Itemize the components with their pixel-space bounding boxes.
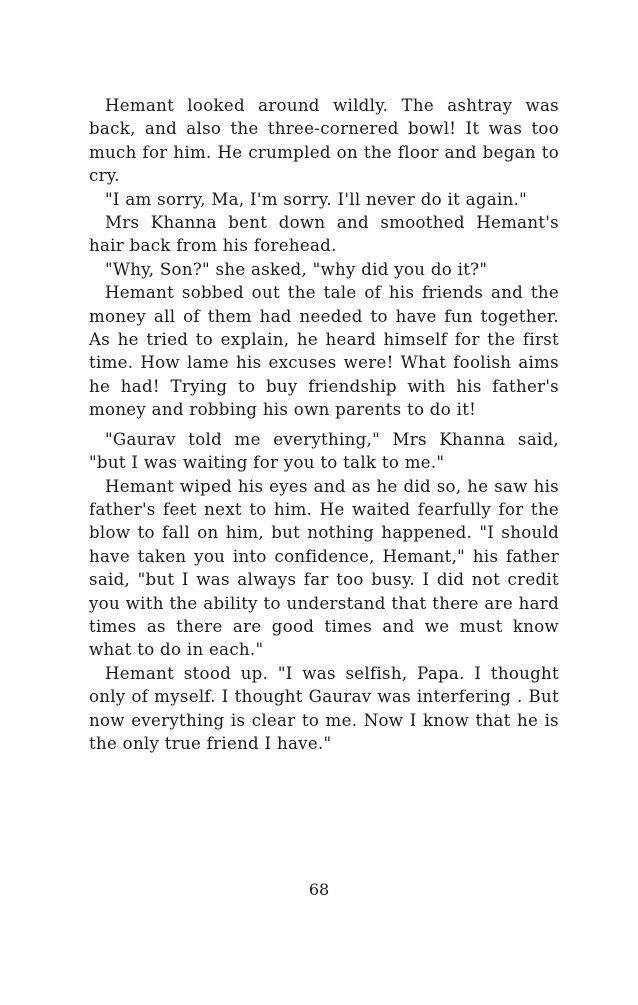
- paragraph: "I am sorry, Ma, I'm sorry. I'll never do it again.": [105, 189, 528, 209]
- paragraph: Hemant stood up. "I was selfish, Papa. I thought only of myself. I thought Gaurav was interfering . But now everything is clear to me. Now I know that he is the only true friend I have.": [89, 663, 559, 753]
- paragraph: Hemant wiped his eyes and as he did so, he saw his father's feet next to him. He waited fearfully for the blow to fall on him, but nothing happened. "I should have taken you into confidence, Hemant," his father said, "but I was always far too busy. I did not credit you with the ability to understand that there are hard times as there are good times and we must know what to do in each.": [89, 476, 559, 660]
- paragraph: Mrs Khanna bent down and smoothed Hemant's hair back from his forehead.: [89, 213, 559, 256]
- paragraph: "Gaurav told me everything," Mrs Khanna said, "but I was waiting for you to talk to me.": [89, 429, 559, 473]
- paragraph: Hemant looked around wildly. The ashtray was back, and also the three-cornered bowl! It was too much for him. He crumpled on the floor and began to cry.: [89, 96, 559, 186]
- body-text: [89, 94, 559, 755]
- paragraph: Hemant sobbed out the tale of his friends and the money all of them had needed to have fun together. As he tried to explain, he heard himself for the first time. How lame his excuses were! What foolish aims he had! Trying to buy friendship with his father's money and robbing his own parents to do it!: [89, 283, 559, 420]
- paragraph: "Why, Son?" she asked, "why did you do it?": [105, 259, 488, 279]
- page-number: 68: [308, 880, 330, 899]
